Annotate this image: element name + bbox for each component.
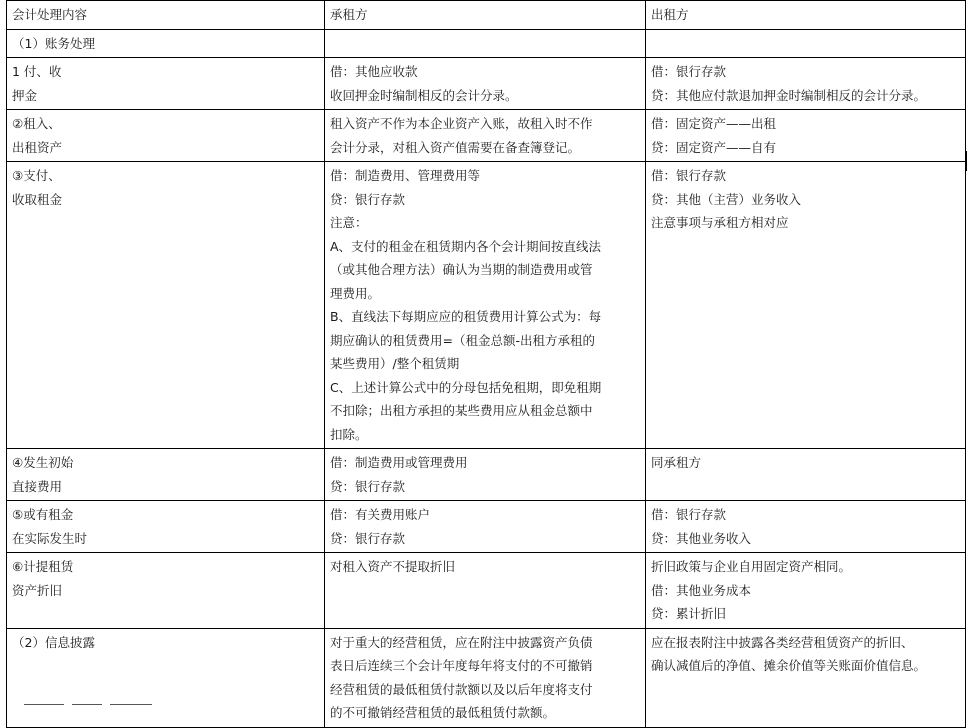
cell-text-line: 不扣除；出租方承担的某些费用应从租金总额中 — [330, 403, 593, 418]
cell-text-line: 借：制造费用、管理费用等 — [330, 168, 481, 183]
cell-accounting-content — [7, 29, 325, 58]
header-accounting-content — [7, 1, 325, 30]
cell-text-line: 借：有关费用账户 — [330, 507, 431, 522]
cell-text-line: （1）账务处理 — [12, 35, 95, 51]
cell-text-line: 表日后连续三个会计年度每年将支付的不可撤销 — [330, 658, 593, 673]
cell-lessor — [646, 29, 966, 58]
table-row — [7, 553, 966, 629]
cell-text-line: ③支付、 — [12, 168, 61, 183]
cell-lessee — [325, 58, 646, 110]
cell-lessor — [646, 553, 966, 629]
cell-lessee — [325, 501, 646, 553]
cell-lessee — [325, 29, 646, 58]
empty-cell-line — [330, 32, 640, 56]
cell-lessor — [646, 501, 966, 553]
cell-text-line: 在实际发生时 — [12, 530, 88, 546]
cell-text-line: 对租入资产不提取折旧 — [330, 559, 456, 574]
cell-text-line: 收回押金时编制相反的会计分录。 — [330, 87, 518, 103]
cell-text-line: 注意事项与承租方相对应 — [651, 215, 789, 230]
cell-accounting-content — [7, 449, 325, 501]
cell-text-line: 1 付、收 — [12, 64, 62, 79]
cell-text-line: 借：银行存款 — [651, 64, 727, 79]
cell-text-line: B、直线法下每期应应的租赁费用计算公式为：每 — [330, 309, 602, 324]
cell-accounting-content — [7, 58, 325, 110]
cell-accounting-content — [7, 162, 325, 449]
cell-lessee — [325, 553, 646, 629]
page-edge-mark — [966, 151, 967, 171]
cell-text-line: 收取租金 — [12, 191, 63, 207]
cell-text-line: 贷：其他应付款退加押金时编制相反的会计分录。 — [651, 87, 927, 103]
cell-lessee — [325, 110, 646, 162]
lease-accounting-table — [6, 0, 966, 728]
header-lessor-label: 出租方 — [651, 7, 689, 22]
cell-text-line: 同承租方 — [651, 455, 702, 470]
header-lessee — [325, 1, 646, 30]
cell-text-line: 会计分录，对租入资产值需要在备查簿登记。 — [330, 139, 581, 155]
header-lessor — [646, 1, 966, 30]
cell-lessor — [646, 58, 966, 110]
cell-text-line: 借：其他业务成本 — [651, 582, 752, 598]
cell-text-line: 贷：其他业务收入 — [651, 530, 752, 546]
cell-text-line: 贷：银行存款 — [330, 191, 406, 207]
table-row — [7, 29, 966, 58]
cell-accounting-content — [7, 110, 325, 162]
cell-text-line: ④发生初始 — [12, 455, 74, 470]
cell-text-line: 的不可撤销经营租赁的最低租赁付款额。 — [330, 705, 556, 720]
header-lessee-label: 承租方 — [330, 7, 368, 22]
cell-text-line: （或其他合理方法）确认为当期的制造费用或管 — [330, 262, 593, 277]
cell-text-line: 理费用。 — [330, 285, 381, 301]
table-row — [7, 162, 966, 449]
cell-text-line: 确认减值后的净值、摊余价值等关账面价值信息。 — [651, 658, 927, 673]
cell-accounting-content — [7, 553, 325, 629]
cell-lessor — [646, 162, 966, 449]
cell-text-line: 直接费用 — [12, 478, 63, 494]
cell-text-line: 资产折旧 — [12, 582, 63, 598]
cell-text-line: 应在报表附注中披露各类经营租赁资产的折旧、 — [651, 634, 914, 650]
table-header-row — [7, 1, 966, 30]
cell-text-line: 某些费用）/整个租赁期 — [330, 356, 460, 371]
cell-lessor — [646, 449, 966, 501]
cell-text-line: 借：银行存款 — [651, 507, 727, 522]
cell-text-line: 注意： — [330, 215, 368, 230]
cut-off-text-fragment — [6, 704, 156, 710]
cell-accounting-content — [7, 501, 325, 553]
cell-text-line: 对于重大的经营租赁，应在附注中披露资产负债 — [330, 634, 593, 650]
table-row — [7, 501, 966, 553]
cell-text-line: 押金 — [12, 87, 38, 103]
cell-lessee — [325, 449, 646, 501]
cell-text-line: ⑤或有租金 — [12, 507, 74, 522]
cell-lessee — [325, 162, 646, 449]
cell-text-line: C、上述计算公式中的分母包括免租期，即免租期 — [330, 379, 602, 395]
header-accounting-content-label: 会计处理内容 — [12, 7, 88, 22]
cell-text-line: 借：其他应收款 — [330, 64, 418, 79]
table-row — [7, 628, 966, 727]
cell-text-line: 经营租赁的最低租赁付款额以及以后年度将支付 — [330, 681, 593, 697]
cell-text-line: 期应确认的租赁费用=（租金总额-出租方承租的 — [330, 332, 595, 348]
empty-cell-line — [651, 32, 960, 56]
table-row — [7, 449, 966, 501]
table-body — [7, 1, 966, 728]
table-row — [7, 58, 966, 110]
cell-text-line: 折旧政策与企业自用固定资产相同。 — [651, 559, 852, 574]
cell-text-line: ⑥计提租赁 — [12, 559, 74, 574]
table-row — [7, 110, 966, 162]
cell-text-line: 借：制造费用或管理费用 — [330, 455, 468, 470]
cell-text-line: 扣除。 — [330, 426, 368, 442]
cell-lessee — [325, 628, 646, 727]
cell-text-line: 贷：银行存款 — [330, 478, 406, 494]
cell-text-line: 贷：累计折旧 — [651, 606, 727, 621]
cell-text-line: ②租入、 — [12, 116, 61, 131]
cell-text-line: 借：固定资产——出租 — [651, 116, 777, 131]
cell-text-line: 贷：其他（主营）业务收入 — [651, 191, 802, 207]
cell-text-line: （2）信息披露 — [12, 634, 95, 650]
cell-text-line: 出租资产 — [12, 139, 63, 155]
cell-accounting-content — [7, 628, 325, 727]
cell-text-line: 贷：固定资产——自有 — [651, 139, 777, 155]
cell-text-line: 借：银行存款 — [651, 168, 727, 183]
cell-text-line: 租入资产不作为本企业资产入账，故租入时不作 — [330, 116, 593, 131]
cell-text-line: A、支付的租金在租赁期内各个会计期间按直线法 — [330, 238, 602, 254]
cell-text-line: 贷：银行存款 — [330, 530, 406, 546]
cell-lessor — [646, 628, 966, 727]
cell-lessor — [646, 110, 966, 162]
